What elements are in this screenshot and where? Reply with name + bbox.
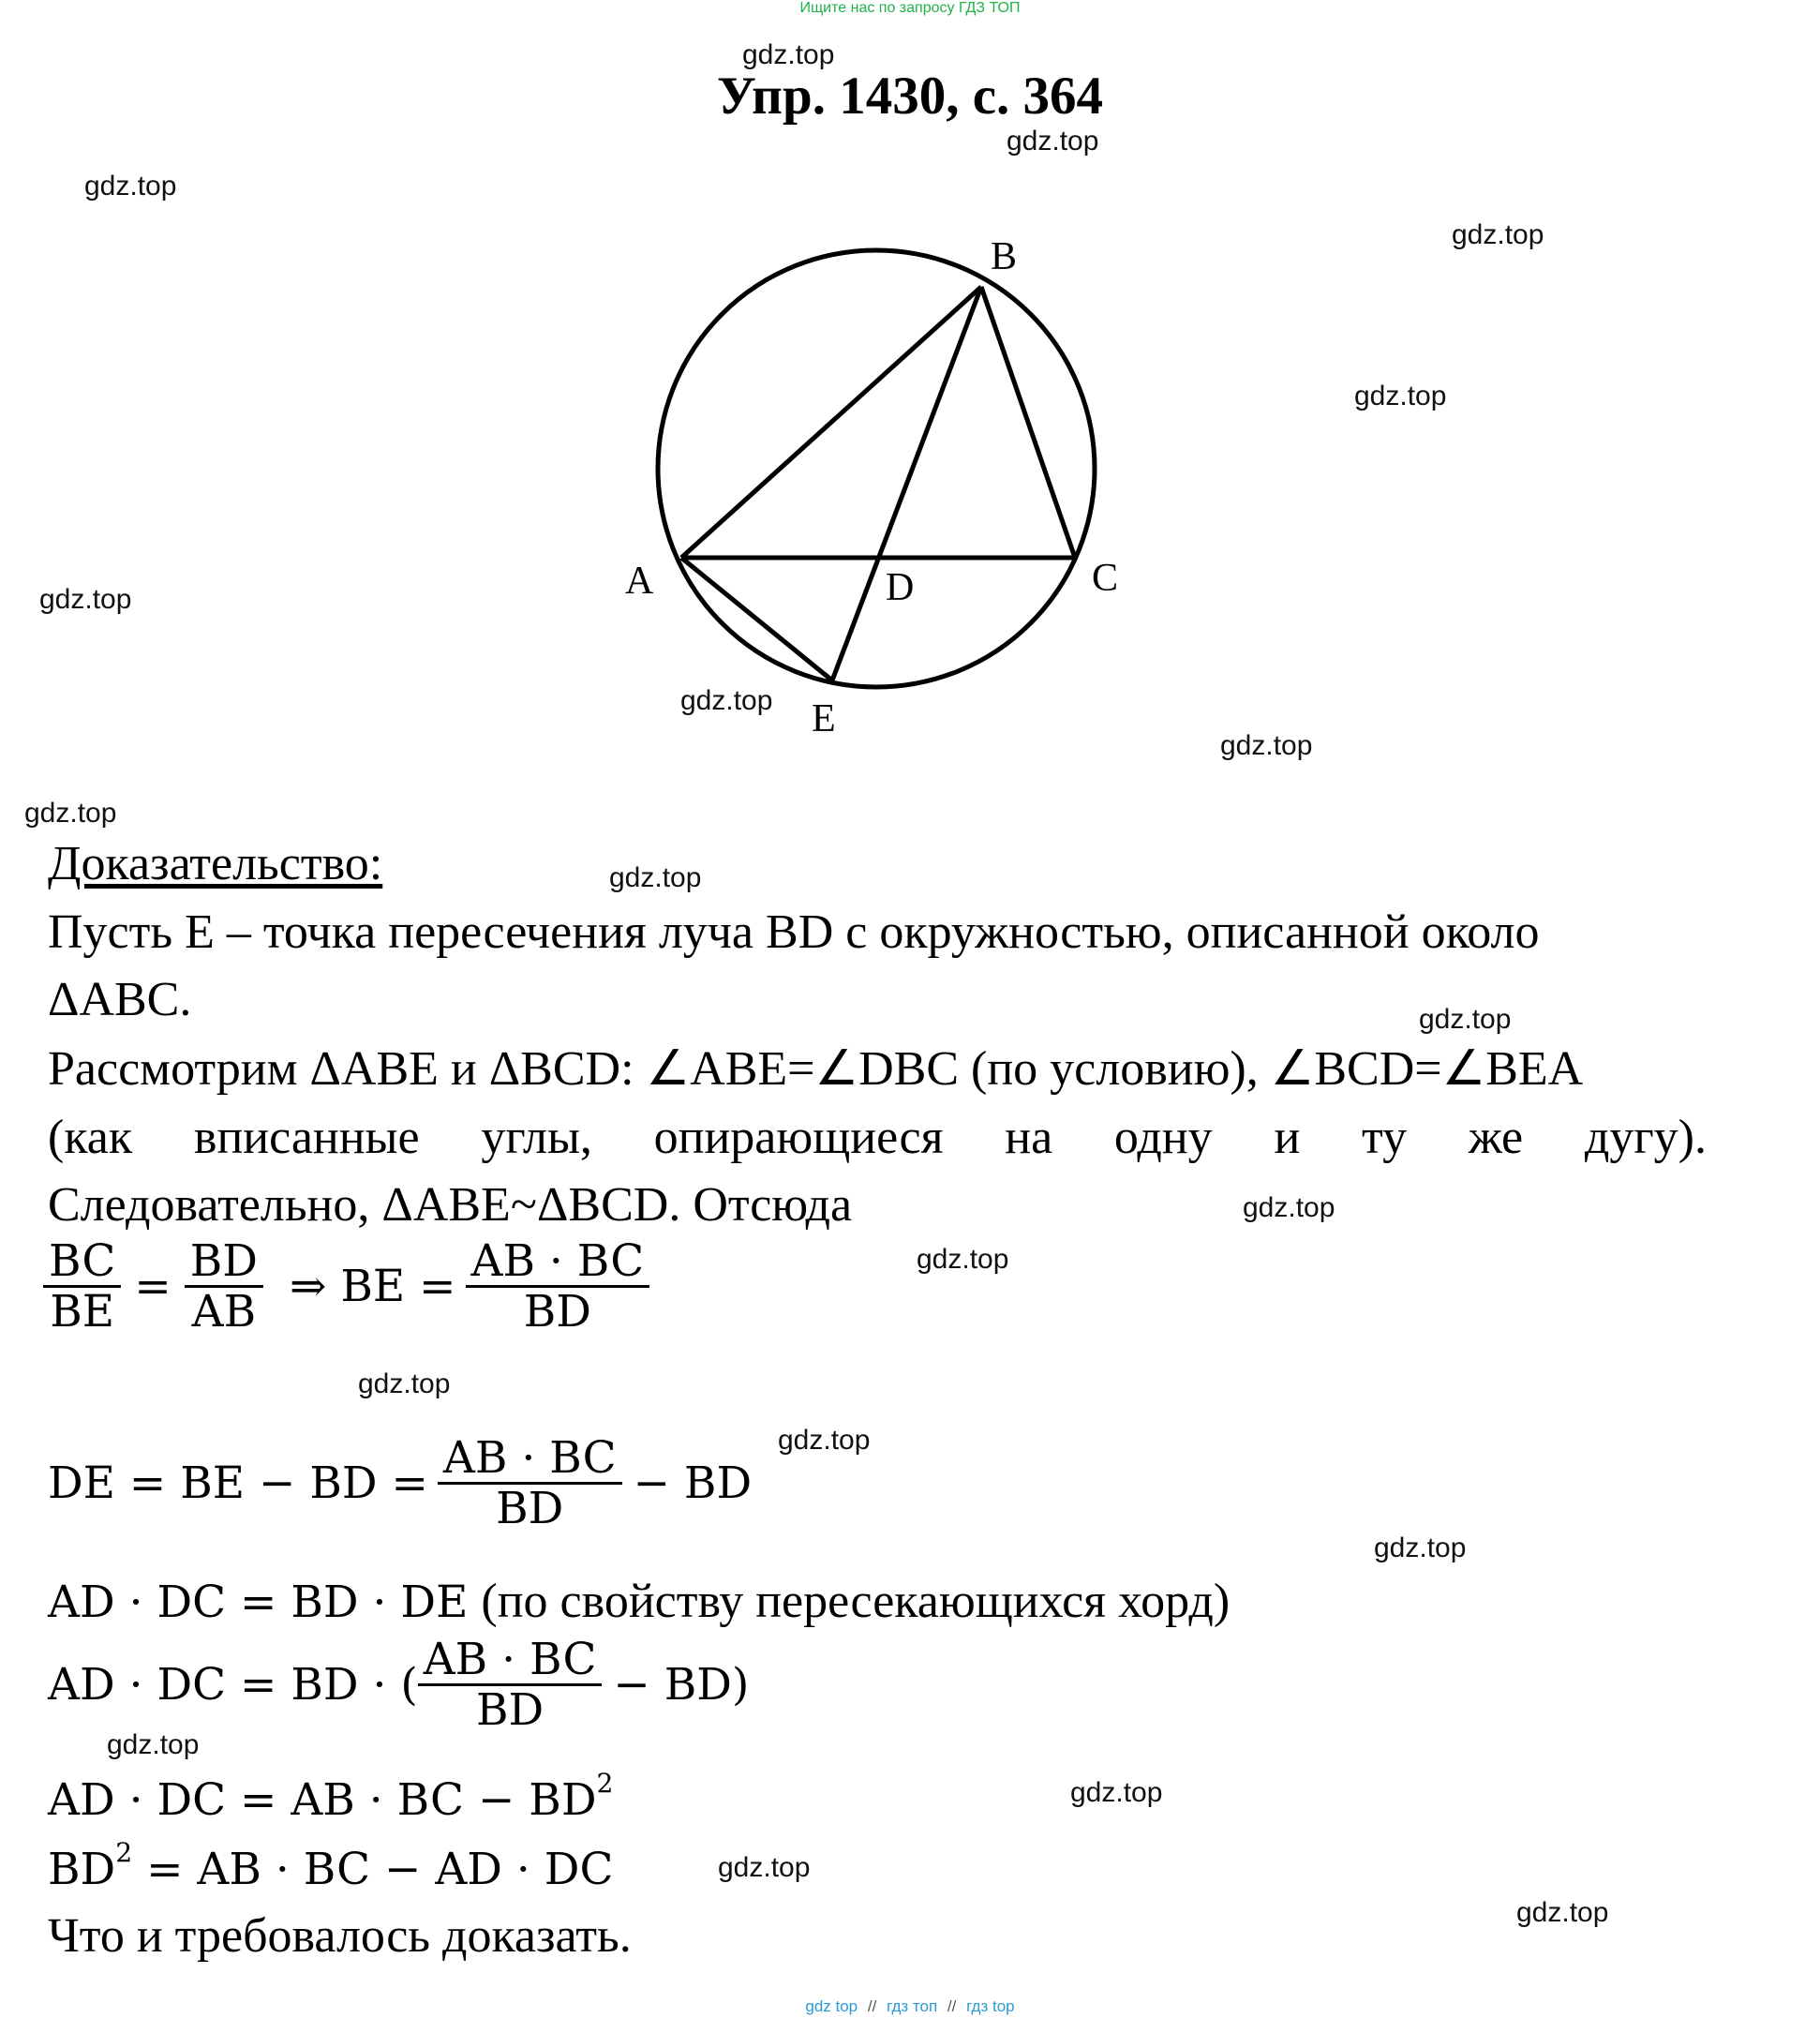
- denominator: BE: [50, 1286, 115, 1338]
- denominator: BD: [475, 1684, 545, 1736]
- watermark: gdz.top: [1220, 730, 1313, 761]
- segment-BC: [981, 287, 1075, 558]
- fraction: [438, 1434, 622, 1532]
- equals-sign: =: [134, 1261, 172, 1312]
- footer-link[interactable]: гдз топ: [887, 1997, 938, 2015]
- watermark: gdz.top: [1243, 1192, 1335, 1223]
- watermark: gdz.top: [84, 171, 177, 202]
- watermark: gdz.top: [742, 39, 835, 70]
- page-title: Упр. 1430, с. 364: [717, 67, 1103, 126]
- watermark: gdz.top: [1354, 381, 1447, 411]
- numerator: AB · BC: [418, 1636, 603, 1686]
- equation-chords: [48, 1577, 1230, 1626]
- watermark: gdz.top: [1070, 1777, 1163, 1808]
- watermark: gdz.top: [1374, 1532, 1467, 1563]
- equation-ratio: [43, 1237, 649, 1336]
- label-D: D: [886, 566, 915, 609]
- segment-AB: [681, 287, 981, 558]
- watermark: gdz.top: [358, 1368, 451, 1399]
- segment-AE: [681, 558, 832, 680]
- exponent: 2: [596, 1768, 614, 1800]
- equation-substitution: [48, 1636, 749, 1734]
- footer-link[interactable]: gdz top: [805, 1997, 858, 2015]
- numerator: BC: [43, 1237, 121, 1288]
- expression: AD · DC = BD · DE: [48, 1576, 469, 1628]
- segment-BE: [832, 287, 981, 680]
- fraction: [185, 1237, 263, 1336]
- watermark: gdz.top: [778, 1425, 871, 1456]
- equation-expanded: [48, 1768, 614, 1826]
- footer-separator: //: [867, 1997, 877, 2015]
- watermark: gdz.top: [1419, 1004, 1512, 1035]
- numerator: BD: [185, 1237, 263, 1288]
- watermark: gdz.top: [107, 1729, 200, 1760]
- label-A: A: [625, 560, 654, 603]
- proof-heading: Доказательство:: [48, 837, 383, 890]
- numerator: AB · BC: [438, 1434, 622, 1485]
- expression: DE = BE − BD =: [48, 1457, 428, 1509]
- watermark: gdz.top: [24, 798, 117, 829]
- expression: − BD): [613, 1659, 750, 1711]
- equation-de: [48, 1434, 752, 1532]
- footer-link[interactable]: гдз top: [966, 1997, 1015, 2015]
- watermark: gdz.top: [680, 685, 773, 716]
- expression: BD: [48, 1844, 116, 1895]
- footer-separator: //: [947, 1997, 957, 2015]
- conclusion-text: Что и требовалось доказать.: [48, 1909, 632, 1963]
- equation-result: [48, 1837, 614, 1895]
- numerator: AB · BC: [466, 1237, 650, 1288]
- denominator: BD: [523, 1286, 591, 1338]
- denominator: AB: [191, 1286, 257, 1338]
- label-C: C: [1092, 557, 1119, 600]
- watermark: gdz.top: [1007, 126, 1099, 157]
- equation-note: (по свойству пересекающихся хорд): [481, 1575, 1231, 1628]
- implies-expression: ⇒ BE =: [290, 1261, 456, 1312]
- watermark: gdz.top: [609, 862, 702, 893]
- label-E: E: [812, 697, 836, 740]
- fraction: [43, 1237, 121, 1336]
- expression: = AB · BC − AD · DC: [132, 1844, 614, 1895]
- watermark: gdz.top: [1452, 219, 1544, 250]
- circumcircle: [658, 250, 1095, 687]
- fraction: [466, 1237, 650, 1336]
- proof-text-line: Следовательно, ΔABE~ΔBCD. Отсюда: [48, 1178, 853, 1232]
- expression: AD · DC = AB · BC − BD: [48, 1774, 597, 1826]
- proof-text-line: Рассмотрим ΔABE и ΔBCD: ∠ABE=∠DBC (по условию), ∠BCD=∠BEA: [48, 1042, 1584, 1096]
- proof-text-line: Пусть E – точка пересечения луча BD с окружностью, описанной около: [48, 905, 1540, 959]
- denominator: BD: [496, 1483, 564, 1534]
- label-B: B: [991, 235, 1018, 278]
- top-banner: Ищите нас по запросу ГДЗ ТОП: [799, 0, 1021, 16]
- proof-text-line: (как вписанные углы, опирающиеся на одну и ту же дугу).: [48, 1111, 1707, 1164]
- fraction: [418, 1636, 603, 1734]
- watermark: gdz.top: [1516, 1897, 1609, 1928]
- watermark: gdz.top: [917, 1244, 1009, 1275]
- watermark: gdz.top: [718, 1852, 811, 1883]
- expression: AD · DC = BD · (: [48, 1659, 418, 1711]
- exponent: 2: [115, 1837, 133, 1869]
- watermark: gdz.top: [39, 584, 132, 615]
- proof-text-line: ΔABC.: [48, 973, 192, 1026]
- expression: − BD: [633, 1457, 753, 1509]
- footer-links: [0, 1997, 1820, 2016]
